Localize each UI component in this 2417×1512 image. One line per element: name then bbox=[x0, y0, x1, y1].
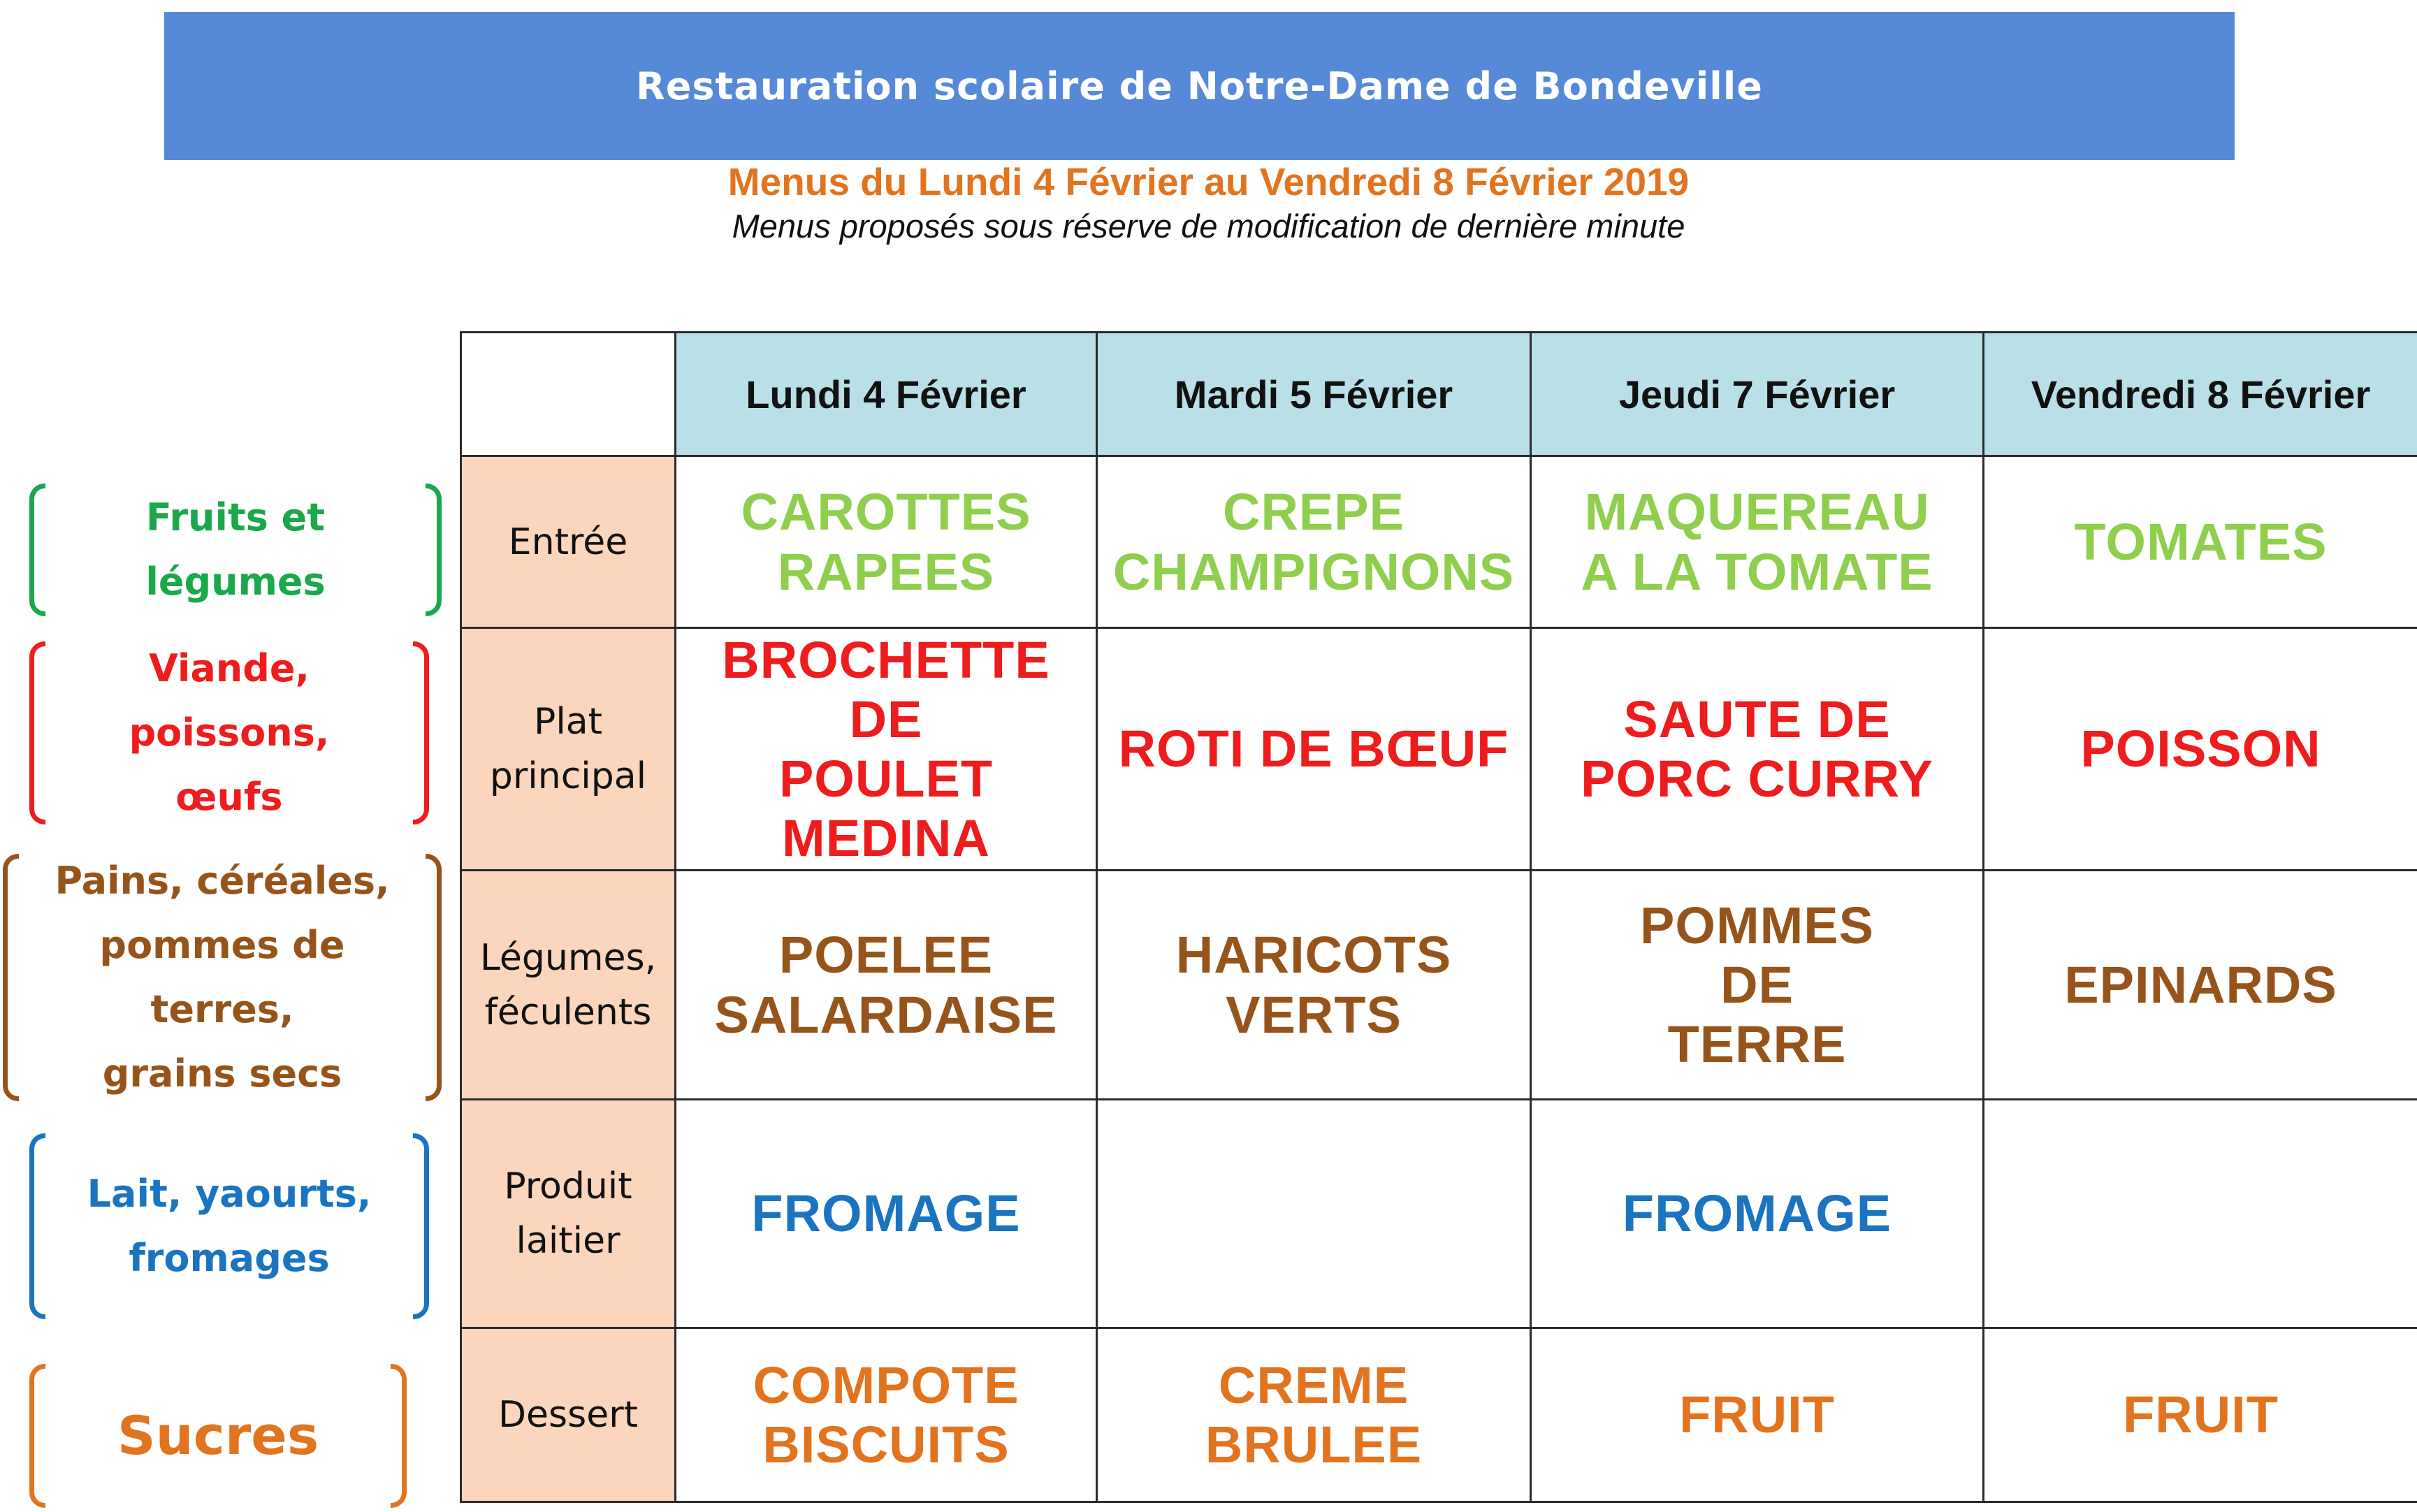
header-row bbox=[461, 333, 2417, 456]
table-row bbox=[461, 871, 2417, 1100]
left-bracket-icon bbox=[29, 1133, 45, 1319]
day-header: Lundi 4 Février bbox=[676, 333, 1097, 456]
category-cell: Produit laitier bbox=[461, 1100, 676, 1328]
category-cell: Dessert bbox=[461, 1328, 676, 1502]
table-row bbox=[461, 456, 2417, 628]
left-bracket-icon bbox=[29, 1364, 45, 1508]
legend-fruits-vegetables bbox=[29, 484, 442, 616]
dish-cell: FRUIT bbox=[1984, 1328, 2417, 1502]
dish-cell: FROMAGE bbox=[676, 1100, 1097, 1328]
category-cell: Entrée bbox=[461, 456, 676, 628]
left-bracket-icon bbox=[3, 854, 19, 1101]
corner-cell bbox=[461, 333, 676, 456]
dish-cell: TOMATES bbox=[1984, 456, 2417, 628]
right-bracket-icon bbox=[391, 1364, 407, 1508]
legend-label: Fruits et légumes bbox=[145, 495, 326, 604]
right-bracket-icon bbox=[413, 641, 429, 824]
left-bracket-icon bbox=[29, 641, 45, 824]
dish-cell: COMPOTE BISCUITS bbox=[676, 1328, 1097, 1502]
legend-sugars bbox=[29, 1364, 407, 1508]
menu-table bbox=[460, 331, 2417, 1503]
dish-cell bbox=[1097, 1100, 1531, 1328]
day-header: Jeudi 7 Février bbox=[1531, 333, 1984, 456]
dish-cell: FROMAGE bbox=[1531, 1100, 1984, 1328]
page-title: Restauration scolaire de Notre-Dame de Bondeville bbox=[636, 64, 1763, 108]
dish-cell: POMMES DE TERRE bbox=[1531, 871, 1984, 1100]
legend-label: Viande, poissons, œufs bbox=[129, 646, 330, 819]
page-title-banner bbox=[164, 12, 2235, 160]
menu-period: Menus du Lundi 4 Février au Vendredi 8 Février 2019 bbox=[727, 160, 1690, 203]
legend-meat-fish-eggs bbox=[29, 641, 429, 824]
dish-cell: ROTI DE BŒUF bbox=[1097, 628, 1531, 871]
dish-cell: CAROTTES RAPEES bbox=[676, 456, 1097, 628]
day-header: Vendredi 8 Février bbox=[1984, 333, 2417, 456]
disclaimer-note: Menus proposés sous réserve de modification de dernière minute bbox=[732, 208, 1685, 245]
dish-cell bbox=[1984, 1100, 2417, 1328]
dish-cell: POISSON bbox=[1984, 628, 2417, 871]
legend-dairy bbox=[29, 1133, 429, 1319]
legend-starches bbox=[3, 854, 442, 1101]
dish-cell: SAUTE DE PORC CURRY bbox=[1531, 628, 1984, 871]
dish-cell: FRUIT bbox=[1531, 1328, 1984, 1502]
legend-label: Lait, yaourts, fromages bbox=[87, 1172, 372, 1280]
legend-label: Pains, céréales, pommes de terres, grains secs bbox=[55, 859, 390, 1096]
dish-cell: CREPE CHAMPIGNONS bbox=[1097, 456, 1531, 628]
right-bracket-icon bbox=[426, 484, 442, 616]
dish-cell: HARICOTS VERTS bbox=[1097, 871, 1531, 1100]
dish-cell: MAQUEREAU A LA TOMATE bbox=[1531, 456, 1984, 628]
table-row bbox=[461, 1328, 2417, 1502]
dish-cell: CREME BRULEE bbox=[1097, 1328, 1531, 1502]
dish-cell: POELEE SALARDAISE bbox=[676, 871, 1097, 1100]
table-row bbox=[461, 628, 2417, 871]
right-bracket-icon bbox=[426, 854, 442, 1101]
table-row bbox=[461, 1100, 2417, 1328]
day-header: Mardi 5 Février bbox=[1097, 333, 1531, 456]
legend-label: Sucres bbox=[117, 1404, 319, 1467]
dish-cell: EPINARDS bbox=[1984, 871, 2417, 1100]
category-cell: Légumes, féculents bbox=[461, 871, 676, 1100]
left-bracket-icon bbox=[29, 484, 45, 616]
right-bracket-icon bbox=[413, 1133, 429, 1319]
dish-cell: BROCHETTE DE POULET MEDINA bbox=[676, 628, 1097, 871]
category-cell: Plat principal bbox=[461, 628, 676, 871]
